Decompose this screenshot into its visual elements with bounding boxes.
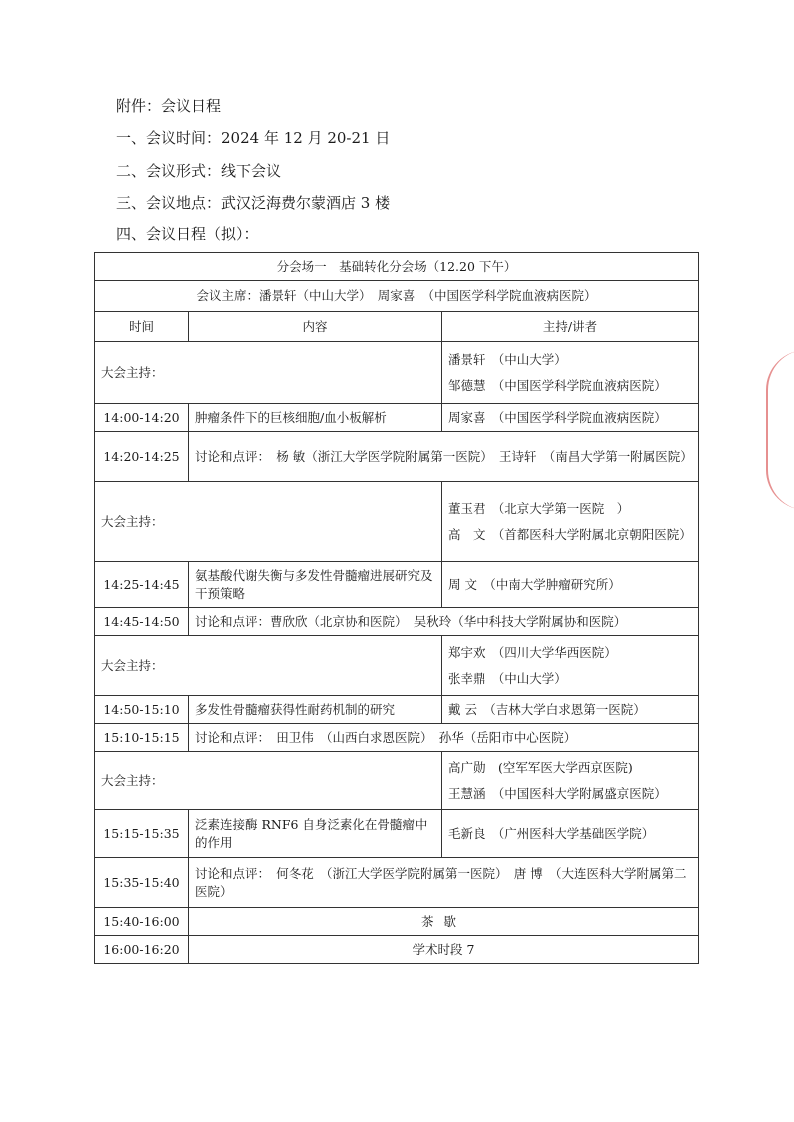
table-header-row xyxy=(95,312,699,342)
host-block-row xyxy=(95,342,699,404)
host-block-row xyxy=(95,752,699,810)
table-chairs: 会议主席：潘景轩（中山大学） 周家喜 （中国医学科学院血液病医院） xyxy=(95,281,699,312)
host-list xyxy=(442,636,699,696)
table-row xyxy=(95,936,699,964)
host-label: 大会主持： xyxy=(95,752,442,810)
attachment-heading: 附件：会议日程 xyxy=(116,97,222,115)
meeting-time-line: 一、会议时间：2024 年 12 月 20-21 日 xyxy=(116,129,391,147)
table-chairs-row xyxy=(95,281,699,312)
schedule-table xyxy=(94,252,699,964)
official-seal-fragment xyxy=(766,350,794,510)
col-header-content: 内容 xyxy=(189,312,442,342)
table-row xyxy=(95,608,699,636)
col-header-time: 时间 xyxy=(95,312,189,342)
table-row xyxy=(95,724,699,752)
meeting-form-line: 二、会议形式：线下会议 xyxy=(116,162,282,180)
session-time: 15:15-15:35 xyxy=(95,810,189,858)
host-entry: 高广勋 (空军军医大学西京医院) xyxy=(448,759,633,775)
col-header-host: 主持/讲者 xyxy=(442,312,699,342)
table-row xyxy=(95,404,699,432)
session-discussion: 讨论和点评：曹欣欣（北京协和医院） 吴秋玲（华中科技大学附属协和医院） xyxy=(189,608,699,636)
host-entry: 董玉君 （北京大学第一医院 ） xyxy=(448,500,630,516)
session-speaker: 周家喜 （中国医学科学院血液病医院） xyxy=(442,404,699,432)
table-title: 分会场一 基础转化分会场（12.20 下午） xyxy=(95,253,699,281)
tea-break: 茶歇 xyxy=(189,908,699,936)
table-row xyxy=(95,696,699,724)
host-entry: 潘景轩 （中山大学） xyxy=(448,351,567,367)
host-list xyxy=(442,482,699,562)
meeting-schedule-line: 四、会议日程（拟）： xyxy=(116,225,259,243)
session-time: 14:50-15:10 xyxy=(95,696,189,724)
academic-session: 学术时段 7 xyxy=(189,936,699,964)
table-row xyxy=(95,908,699,936)
host-list xyxy=(442,752,699,810)
table-row xyxy=(95,562,699,608)
host-label: 大会主持： xyxy=(95,482,442,562)
host-block-row xyxy=(95,636,699,696)
session-discussion: 讨论和点评： 何冬花 （浙江大学医学院附属第一医院） 唐 博 （大连医科大学附属第二医院） xyxy=(189,858,699,908)
session-content: 肿瘤条件下的巨核细胞/血小板解析 xyxy=(189,404,442,432)
session-discussion: 讨论和点评： 杨 敏（浙江大学医学院附属第一医院） 王诗轩 （南昌大学第一附属医院） xyxy=(189,432,699,482)
session-speaker: 戴 云 （吉林大学白求恩第一医院） xyxy=(442,696,699,724)
session-discussion: 讨论和点评： 田卫伟 （山西白求恩医院） 孙华（岳阳市中心医院） xyxy=(189,724,699,752)
host-label: 大会主持： xyxy=(95,636,442,696)
meeting-venue-line: 三、会议地点：武汉泛海费尔蒙酒店 3 楼 xyxy=(116,194,391,212)
session-time: 14:20-14:25 xyxy=(95,432,189,482)
session-content: 泛素连接酶 RNF6 自身泛素化在骨髓瘤中的作用 xyxy=(189,810,442,858)
session-content: 多发性骨髓瘤获得性耐药机制的研究 xyxy=(189,696,442,724)
session-content: 氨基酸代谢失衡与多发性骨髓瘤进展研究及干预策略 xyxy=(189,562,442,608)
table-row xyxy=(95,432,699,482)
host-label: 大会主持： xyxy=(95,342,442,404)
host-entry: 邹德慧 （中国医学科学院血液病医院） xyxy=(448,377,667,393)
table-row xyxy=(95,858,699,908)
session-time: 15:10-15:15 xyxy=(95,724,189,752)
session-speaker: 周 文 （中南大学肿瘤研究所） xyxy=(442,562,699,608)
host-entry: 高 文 （首都医科大学附属北京朝阳医院） xyxy=(448,526,692,542)
session-time: 15:35-15:40 xyxy=(95,858,189,908)
host-entry: 张幸鼎 （中山大学） xyxy=(448,670,567,686)
session-time: 14:25-14:45 xyxy=(95,562,189,608)
host-list xyxy=(442,342,699,404)
table-row xyxy=(95,810,699,858)
table-title-row xyxy=(95,253,699,281)
host-block-row xyxy=(95,482,699,562)
session-time: 14:45-14:50 xyxy=(95,608,189,636)
host-entry: 郑宇欢 （四川大学华西医院） xyxy=(448,644,617,660)
session-time: 14:00-14:20 xyxy=(95,404,189,432)
session-time: 16:00-16:20 xyxy=(95,936,189,964)
host-entry: 王慧涵 （中国医科大学附属盛京医院） xyxy=(448,785,667,801)
session-speaker: 毛新良 （广州医科大学基础医学院） xyxy=(442,810,699,858)
session-time: 15:40-16:00 xyxy=(95,908,189,936)
